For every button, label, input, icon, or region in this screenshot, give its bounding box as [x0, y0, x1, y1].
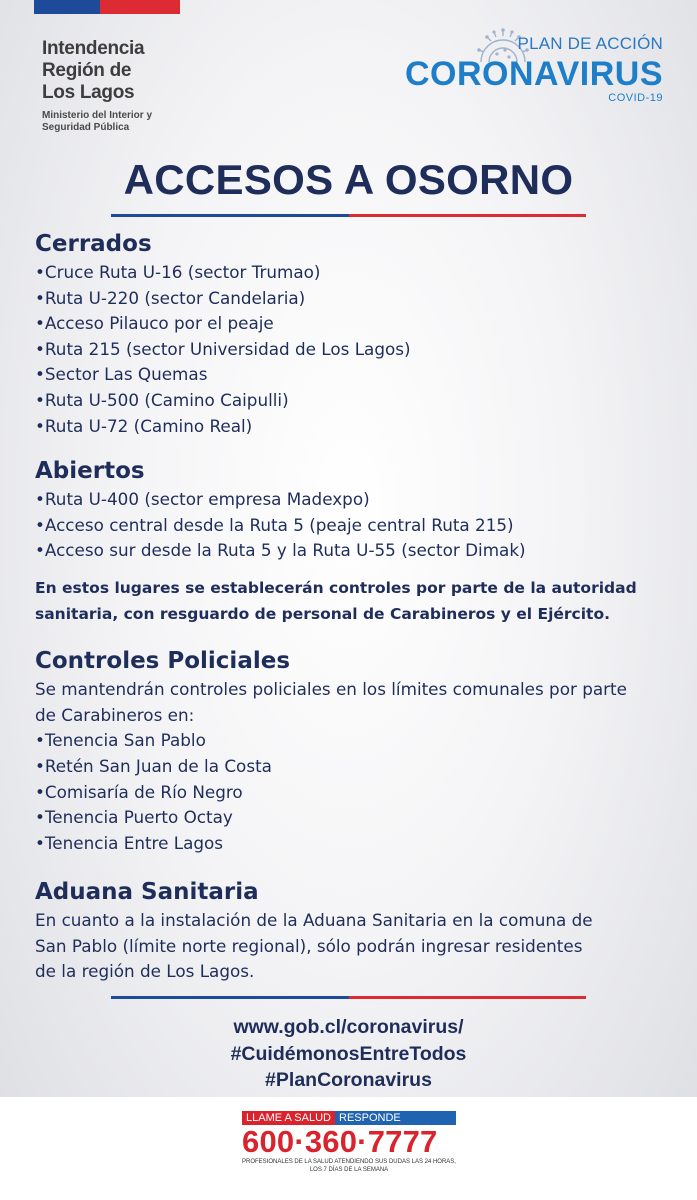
footer: [0, 1097, 697, 1200]
hotline-responde-label: RESPONDE: [335, 1111, 456, 1125]
ministry-line: Ministerio del Interior y: [42, 110, 153, 121]
note-line: En estos lugares se establecerán controles por parte de la autoridad: [35, 578, 637, 597]
ministry-name: [42, 110, 152, 134]
section-heading-aduana: Aduana Sanitaria: [35, 879, 259, 906]
list-item: •Acceso central desde la Ruta 5 (peaje central Ruta 215): [35, 514, 514, 535]
aduana-line: San Pablo (límite norte regional), sólo podrán ingresar residentes: [35, 935, 583, 956]
flag-blue-band: [34, 0, 100, 14]
hotline-llame-label: LLAME A SALUD: [242, 1111, 335, 1125]
hotline-caption-line: LOS 7 DÍAS DE LA SEMANA: [309, 1166, 389, 1173]
abiertos-list: [35, 487, 675, 564]
section-heading-controles: Controles Policiales: [35, 648, 291, 675]
list-item: •Ruta U-72 (Camino Real): [35, 415, 253, 436]
list-item: •Comisaría de Río Negro: [35, 781, 243, 802]
hashtag-cuidemonos[interactable]: #CuidémonosEntreTodos: [230, 1042, 467, 1065]
aduana-line: de la región de Los Lagos.: [35, 961, 255, 982]
divider-blue: [111, 996, 349, 999]
list-item: •Ruta U-500 (Camino Caipulli): [35, 389, 289, 410]
hotline-banner: [242, 1111, 456, 1125]
intendencia-line: Intendencia: [42, 38, 145, 59]
list-item: •Tenencia Puerto Octay: [35, 807, 233, 828]
list-item: •Tenencia Entre Lagos: [35, 832, 224, 853]
plan-label: PLAN DE ACCIÓN: [517, 34, 663, 53]
salud-responde-hotline: [242, 1111, 456, 1174]
list-item: •Acceso sur desde la Ruta 5 y la Ruta U-55 (sector Dimak): [35, 540, 526, 561]
campaign-title: CORONAVIRUS: [405, 55, 663, 93]
title-divider: [111, 214, 586, 217]
list-item: •Cruce Ruta U-16 (sector Trumao): [35, 262, 321, 282]
hotline-caption-line: PROFESIONALES DE LA SALUD ATENDIENDO SUS DUDAS LAS 24 HORAS,: [242, 1159, 456, 1165]
divider-red: [349, 996, 587, 999]
intro-line: Se mantendrán controles policiales en los límites comunales por parte: [35, 679, 627, 700]
intendencia-line: Región de: [42, 60, 132, 81]
hotline-number[interactable]: 600·360·7777: [242, 1124, 438, 1159]
list-item: •Ruta U-220 (sector Candelaria): [35, 287, 306, 308]
controles-intro: [35, 677, 675, 728]
cerrados-list: [35, 260, 675, 439]
note-line: sanitaria, con resguardo de personal de Carabineros y el Ejército.: [35, 604, 610, 623]
divider-red: [349, 214, 587, 217]
aduana-line: En cuanto a la instalación de la Aduana Sanitaria en la comuna de: [35, 910, 593, 931]
aduana-text: [35, 908, 675, 985]
flag-red-band: [100, 0, 180, 14]
section-heading-abiertos: Abiertos: [35, 458, 145, 485]
campaign-links: [0, 1014, 697, 1094]
chile-flag-stripe: [34, 0, 180, 14]
bottom-divider: [111, 996, 586, 999]
main-content: [35, 228, 675, 985]
list-item: •Tenencia San Pablo: [35, 730, 206, 751]
section-heading-cerrados: Cerrados: [35, 231, 152, 257]
plan-coronavirus-logo: [403, 26, 663, 106]
abiertos-note: [35, 576, 675, 627]
hashtag-plan[interactable]: #PlanCoronavirus: [265, 1069, 432, 1091]
list-item: •Sector Las Quemas: [35, 364, 208, 385]
ministry-line: Seguridad Pública: [42, 122, 130, 133]
intro-line: de Carabineros en:: [35, 704, 195, 725]
controles-list: [35, 728, 675, 856]
intendencia-logo: [42, 38, 152, 134]
list-item: •Retén San Juan de la Costa: [35, 755, 272, 776]
list-item: •Acceso Pilauco por el peaje: [35, 313, 274, 334]
page-title: ACCESOS A OSORNO: [123, 156, 574, 203]
list-item: •Ruta 215 (sector Universidad de Los Lagos): [35, 338, 411, 359]
intendencia-line: Los Lagos: [42, 82, 135, 103]
divider-blue: [111, 214, 349, 217]
website-link[interactable]: www.gob.cl/coronavirus/: [233, 1016, 464, 1038]
list-item: •Ruta U-400 (sector empresa Madexpo): [35, 489, 370, 510]
campaign-subtitle: COVID-19: [608, 92, 663, 104]
